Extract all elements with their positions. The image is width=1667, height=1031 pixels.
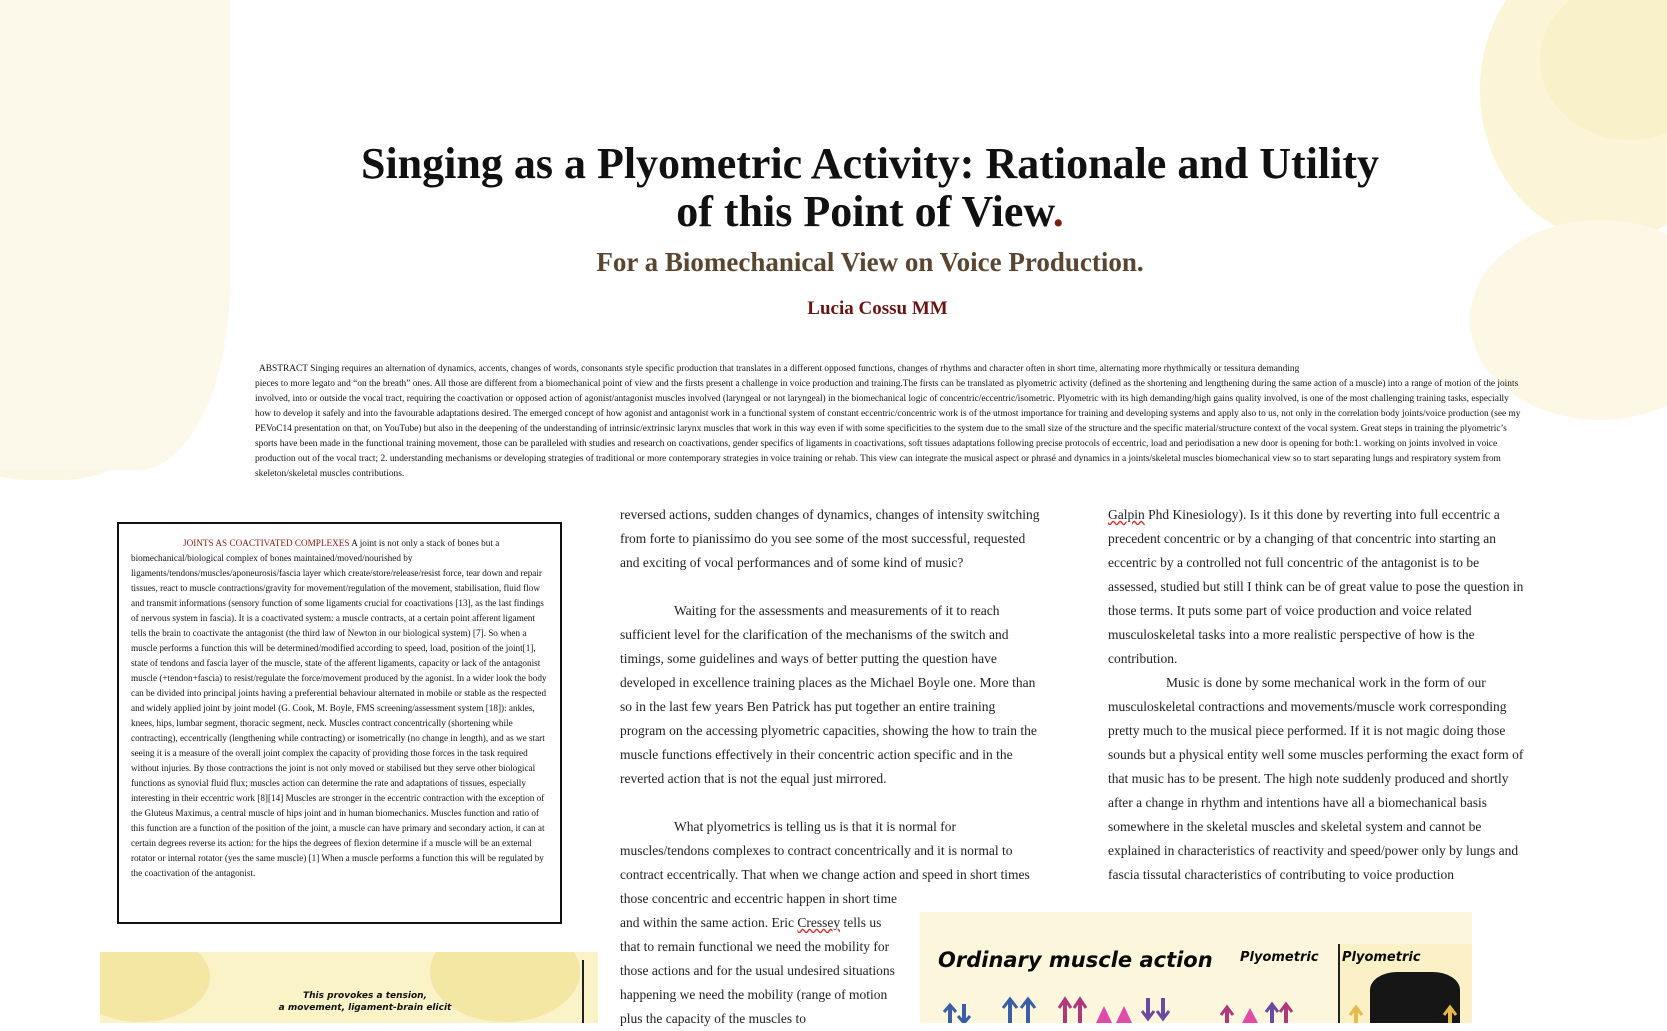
arrows-graphic <box>920 912 1472 1023</box>
paragraph: Waiting for the assessments and measurements of it to reach sufficient level for the clarification of the mechanisms of the switch and timings, some guidelines and ways of better putting the question have developed in excellence training places as the Michael Boyle one. More than so in the last few years Ben Patrick has put together an entire training program on the accessing plyometric capacities, showing the how to train the muscle functions effectively in their concentric action specific and in the reverted action that is not the equal just mirrored. <box>620 603 1037 786</box>
abstract-body: pieces to more legato and “on the breath” ones. All those are different from a biomechanical point of view and the firsts present a challenge in voice production and training.The firsts can be translated as plyometric activity (defined as the shortening and lengthening during the same action of a muscle) into a range of motion of the joints involved, into or outside the vocal tract, requiring the coactivation or opposed action of agonist/antagonist muscles involved (laryngeal or not laryngeal) in the biomechanical logic of concentric/eccentric/isometric. Plyometric with its high demanding/high gains quality involved, is one of the most challenging training tasks, especially how to develop it safely and into the favourable adaptations desired. The emerged concept of how agonist and antagonist work in a functional system of constant eccentric/concentric work is of the utmost importance for training and developing systems and apply also to us, not only in the correlation body joints/voice production (see my PEVoC14 presentation on that, on YouTube) but also in the deepening of the understanding of intrinsic/extrinsic larynx muscles that work in this way even if with some specificities to the system due to the small size of the structure and the specific material/structure context of the vocal system. Great steps in training the plyometric’s sports have been made in the functional training movement, those can be paralleled with studies and research on coactivations, gender specifics of ligaments in coactivations, soft tissues adaptations following precise protocols of eccentric, load and periodisation a new door is opening for both:1. working on joints involved in voice production out of the vocal tract; 2. understanding mechanisms or developing strategies of traditional or more contemporary strategies in voice training or rehab. This view can integrate the musical aspect or phrasé and dynamics in a joints/skeletal muscles biomechanical view so to start separating lungs and respiratory system from skeleton/skeletal muscles contributions. <box>255 379 1521 479</box>
spike-shape <box>1096 1006 1132 1023</box>
paragraph: What plyometrics is telling us is that it is normal for muscles/tendons complexes to contract concentrically and it is normal to contract eccentrically. That when we change action and speed in short times those concentric and eccentric happen in short time <box>620 819 1030 906</box>
arrow-up-icon <box>1003 999 1035 1023</box>
title-text: Singing as a Plyometric Activity: Rationale and Utility of this Point of View <box>360 139 1380 236</box>
arrow-up-icon <box>944 1005 956 1023</box>
paragraph-text: and within the same action. Eric <box>620 915 798 930</box>
text-column-right <box>1108 503 1526 887</box>
paragraph <box>1108 503 1526 671</box>
figure-muscle-action <box>920 912 1472 1023</box>
figure-caption <box>255 990 475 1014</box>
figure-label: Plyometric <box>1342 950 1421 965</box>
figure-title: Ordinary muscle action <box>938 948 1213 972</box>
abstract-first-line: ABSTRACT Singing requires an alternation of dynamics, accents, changes of words, consonants style specific production that translates in a different opposed functions, changes of rhythms and character often in short time, alternating more rhythmically or tessitura demanding <box>259 364 1300 374</box>
arrow-down-icon <box>958 1004 970 1023</box>
caption-line: a movement, ligament-brain elicit <box>278 1003 452 1013</box>
paragraph <box>620 911 895 1031</box>
title-dot: . <box>1052 187 1064 236</box>
poster-title <box>360 140 1380 236</box>
paragraph: reversed actions, sudden changes of dynamics, changes of intensity switching from forte to pianissimo do you see some of the most successful, requested and exciting of vocal performances and of some kind of music? <box>620 507 1040 570</box>
author-reference: Cressey <box>797 915 841 930</box>
arrow-up-icon <box>1059 999 1086 1023</box>
arrow-up-icon <box>1266 1004 1292 1023</box>
figure-divider <box>582 960 584 1023</box>
arrow-up-icon <box>1221 1007 1233 1023</box>
paragraph-text: tells us that to remain functional we need the mobility for those actions and for the usual undesired situations happening we need the mobility (range of motion plus the capacity of the muscles to <box>620 915 895 1026</box>
joints-box-heading: JOINTS AS COACTIVATED COMPLEXES <box>183 538 350 548</box>
caption-line: This provokes a tension, <box>303 991 427 1001</box>
arrow-up-icon <box>1350 1007 1456 1023</box>
joints-coactivated-box <box>117 522 562 924</box>
paragraph: Music is done by some mechanical work in the form of our musculoskeletal contractions and movements/muscle work corresponding pretty much to the musical piece performed. If it is not magic doing those sounds but a physical entity well some muscles performing the exact form of that music has to be present. The high note suddenly produced and shortly after a change in rhythm and intentions have all a biomechanical basis somewhere in the skeletal muscles and skeletal system and cannot be explained in characteristics of reactivity and speed/power only by lungs and fascia tissutal characteristics of contributing to voice production <box>1108 675 1524 882</box>
background-decoration <box>0 0 230 470</box>
abstract-block <box>255 362 1525 482</box>
figure-label: Plyometric <box>1240 950 1319 965</box>
author-reference: Galpin <box>1108 507 1145 522</box>
author-name: Lucia Cossu MM <box>807 298 948 319</box>
paragraph-text: Phd Kinesiology). Is it this done by reverting into full eccentric a precedent concentric or by a changing of that concentric into starting an eccentric by a controlled not full concentric of the antagonist is to be assessed, studied but still I think can be of great value to pose the question in those terms. It puts some part of voice production and voice related musculoskeletal tasks into a more realistic perspective of how is the contribution. <box>1108 507 1524 666</box>
poster-subtitle: For a Biomechanical View on Voice Production. <box>596 247 1144 277</box>
figure-tension-illustration <box>100 952 598 1023</box>
arrow-down-icon <box>1142 998 1169 1019</box>
figure-shape <box>100 952 210 1022</box>
spike-shape <box>1242 1008 1258 1023</box>
joints-box-body: A joint is not only a stack of bones but a biomechanical/biological complex of bones maintained/moved/nourished by ligaments/tendons/muscles/aponeurosis/fascia layer which create/store/release/resist force, tear down and repair tissues, react to muscle contractions/gravity for movement/regulation of the movement, stabilisation, fluid flow and transmit informations (sensory function of some ligaments crucial for coactivations [13], as the last findings of nervous system in fascia). It is a coactivated system: a muscle contracts, at a certain point afferent ligament tells the brain to coactivate the antagonist (the third law of Newton in our biological system) [7]. So when a muscle performs a function this will be determined/modified according to speed, load, position of the joint[1], state of tendons and fascia layer of the muscle, state of the afferent ligaments, capacity or lack of the antagonist muscle (+tendon+fascia) to resist/regulate the force/movement produced by the agonist. In a wider look the body can be divided into principal joints having a preferential behaviour alternated in mobile or stable as the respected and widely applied joint by joint model (G. Cook, M. Boyle, FMS screening/assessment system [18]): ankles, knees, hips, lumbar segment, thoracic segment, neck. Muscles contract concentrically (shortening while contracting), eccentrically (lengthening while contracting) or isometrically (no change in length), and as we start seeing it is a measure of the overall joint complex the capacity of providing those forces in the task required without injuries. By those contractions the joint is not only moved or stabilised but they serve other biological functions as synovial fluid flux; muscles action can determine the rate and adaptations of tissues, especially interesting in their eccentric work [8][14] Muscles are stronger in the eccentric contraction with the exception of the Gluteus Maximus, a central muscle of hips joint and in human biomechanics. Muscles function and ratio of this function are a function of the position of the joint, a muscle can have primary and secondary action, it can at certain degrees reverse its action: for the hips the degrees of flexion determine if a muscle will be an external rotator or internal rotator (yes the same muscle) [1] When a muscle performs a function this will be regulated by the coactivation of the antagonist. <box>131 538 547 878</box>
